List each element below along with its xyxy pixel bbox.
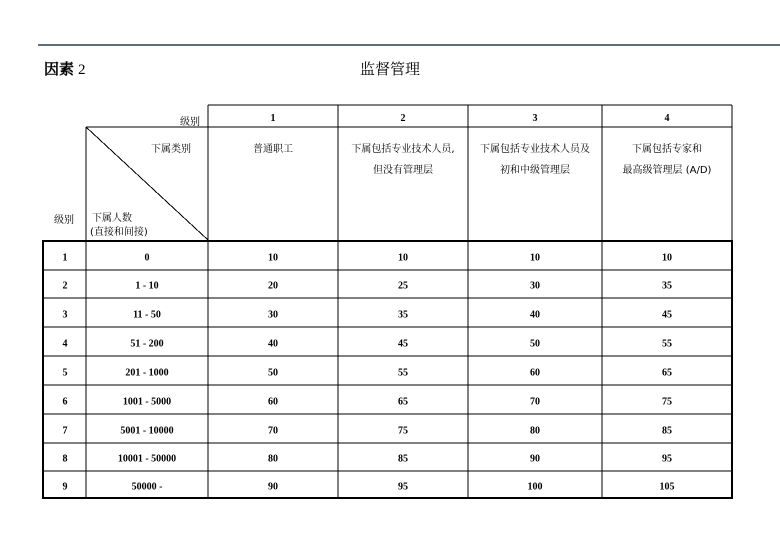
row-3-value-3: 40 <box>530 309 540 320</box>
row-1-value-4: 10 <box>662 252 672 263</box>
row-1-value-2: 10 <box>398 252 408 263</box>
row-8-level: 8 <box>62 453 68 465</box>
row-4-value-4: 55 <box>662 338 672 349</box>
row-2-value-2: 25 <box>398 280 408 292</box>
column-level-4: 4 <box>664 113 670 124</box>
row-2-range: 1 - 10 <box>135 280 159 292</box>
row-9-value-4: 105 <box>659 481 675 492</box>
row-2-value-4: 35 <box>662 280 672 292</box>
row-6-level: 6 <box>62 396 68 407</box>
row-8-value-1: 80 <box>268 453 278 465</box>
row-4-value-1: 40 <box>268 338 278 349</box>
row-5-level: 5 <box>62 367 68 378</box>
subordinate-count-label: 下属人数 <box>92 213 132 224</box>
row-4-value-2: 45 <box>398 338 408 349</box>
row-1-value-3: 10 <box>530 252 540 263</box>
row-5-range: 201 - 1000 <box>125 367 169 378</box>
row-5-value-3: 60 <box>530 367 540 378</box>
factor-number: 2 <box>78 62 86 78</box>
row-2-value-3: 30 <box>530 280 540 292</box>
column-header-3: 下属包括专业技术人员及 <box>480 144 590 155</box>
row-5-value-1: 50 <box>268 367 278 378</box>
row-3-value-2: 35 <box>398 309 408 320</box>
row-3-value-4: 45 <box>662 309 672 320</box>
column-level-1: 1 <box>270 113 276 124</box>
row-7-value-1: 70 <box>268 425 278 436</box>
column-header-2-line2: 但没有管理层 <box>373 165 433 176</box>
row-5-value-2: 55 <box>398 367 408 378</box>
row-7-range: 5001 - 10000 <box>120 425 174 436</box>
row-8-value-2: 85 <box>398 453 408 465</box>
row-6-value-1: 60 <box>268 396 278 407</box>
row-7-level: 7 <box>62 425 68 436</box>
row-7-value-3: 80 <box>530 425 540 436</box>
column-level-2: 2 <box>400 113 406 124</box>
row-8-value-4: 95 <box>662 453 672 465</box>
row-8-range: 10001 - 50000 <box>117 453 177 465</box>
row-1-value-1: 10 <box>268 252 278 263</box>
row-6-value-2: 65 <box>398 396 408 407</box>
column-header-3-line2: 初和中级管理层 <box>500 165 570 176</box>
level-top-label: 级别 <box>180 117 200 128</box>
column-header-4: 下属包括专家和 <box>632 144 702 155</box>
row-9-value-2: 95 <box>398 481 408 492</box>
row-1-range: 0 <box>144 252 150 263</box>
column-header-1: 普通职工 <box>253 144 293 155</box>
subordinate-type-label: 下属类别 <box>151 144 191 155</box>
row-3-level: 3 <box>62 309 68 320</box>
row-5-value-4: 65 <box>662 367 672 378</box>
row-6-range: 1001 - 5000 <box>122 396 172 407</box>
row-6-value-3: 70 <box>530 396 540 407</box>
row-2-value-1: 20 <box>268 280 278 292</box>
row-4-level: 4 <box>62 338 68 349</box>
row-2-level: 2 <box>62 280 68 292</box>
row-9-level: 9 <box>62 481 68 492</box>
page-title: 监督管理 <box>360 60 421 78</box>
column-header-2: 下属包括专业技术人员, <box>351 144 455 155</box>
row-8-value-3: 90 <box>530 453 540 465</box>
row-4-range: 51 - 200 <box>130 338 164 349</box>
row-1-level: 1 <box>62 252 68 263</box>
subordinate-count-sublabel: (直接和间接) <box>90 227 148 238</box>
row-6-value-4: 75 <box>662 396 672 407</box>
row-7-value-2: 75 <box>398 425 408 436</box>
column-header-4-line2: 最高级管理层 (A/D) <box>622 165 712 176</box>
row-9-range: 50000 - <box>131 481 163 492</box>
row-9-value-3: 100 <box>527 481 543 492</box>
factor-label: 因素 <box>44 60 75 78</box>
row-3-value-1: 30 <box>268 309 278 320</box>
column-level-3: 3 <box>532 113 538 124</box>
row-9-value-1: 90 <box>268 481 278 492</box>
row-7-value-4: 85 <box>662 425 672 436</box>
row-3-range: 11 - 50 <box>133 309 161 320</box>
level-left-label: 级别 <box>54 215 74 226</box>
row-4-value-3: 50 <box>530 338 540 349</box>
